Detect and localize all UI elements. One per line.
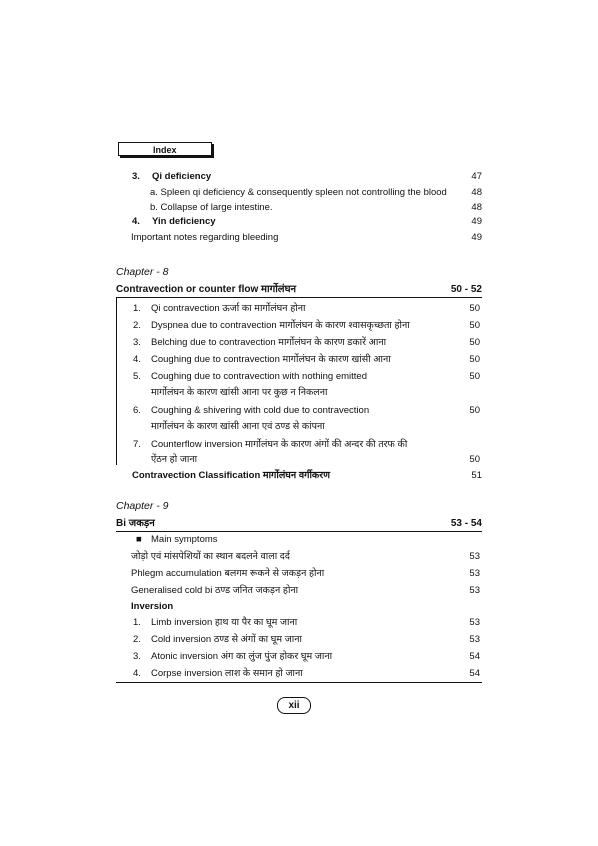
entry-title: Dyspnea due to contravection मार्गोलंघन के कारण श्वासकृच्छता होना — [151, 320, 410, 331]
chapter-title: Contravection or counter flow मार्गोलंघन — [116, 284, 297, 295]
toc-entry[interactable] — [0, 550, 598, 564]
entry-number: 1. — [133, 617, 141, 628]
entry-number: 2. — [133, 320, 141, 331]
toc-entry[interactable] — [0, 231, 598, 245]
toc-entry[interactable] — [0, 215, 598, 229]
entry-page: 50 — [469, 371, 480, 382]
chapter-label: Chapter - 8 — [116, 266, 169, 278]
toc-entry-continued — [0, 453, 598, 467]
toc-entry[interactable] — [0, 438, 598, 452]
entry-number: 5. — [133, 371, 141, 382]
entry-page: 53 — [469, 568, 480, 579]
entry-title-line2: मार्गोलंघन के कारण खांसी आना पर कुछ न निकलना — [151, 387, 328, 398]
toc-entry[interactable] — [0, 650, 598, 664]
entry-title: b. Collapse of large intestine. — [150, 202, 273, 213]
toc-entry[interactable] — [0, 353, 598, 367]
entry-title: जोड़ो एवं मांसपेशियों का स्थान बदलने वाला दर्द — [131, 551, 290, 562]
entry-page: 53 — [469, 585, 480, 596]
entry-title: Coughing due to contravection with nothing emitted — [151, 371, 367, 382]
chapter-pages: 53 - 54 — [450, 518, 482, 529]
entry-number: 3. — [133, 337, 141, 348]
toc-entry[interactable] — [0, 319, 598, 333]
entry-page: 50 — [469, 354, 480, 365]
toc-entry[interactable] — [0, 302, 598, 316]
entry-title: Atonic inversion अंग का लुंज पुंज होकर घूम जाना — [151, 651, 333, 662]
entry-number: 1. — [133, 303, 141, 314]
entry-page: 48 — [471, 202, 482, 213]
entry-title: Phlegm accumulation बलगम रूकने से जकड़न होना — [131, 568, 325, 579]
toc-entry[interactable] — [0, 186, 598, 200]
entry-number: 3. — [133, 651, 141, 662]
entry-page: 49 — [471, 232, 482, 243]
toc-entry[interactable] — [0, 336, 598, 350]
entry-title-line2: मार्गोलंघन के कारण खांसी आना एवं ठण्ड से कांपना — [151, 421, 325, 432]
entry-number: 4. — [133, 668, 141, 679]
toc-entry[interactable] — [0, 404, 598, 418]
toc-entry-continued — [0, 386, 598, 400]
entry-number: 2. — [133, 634, 141, 645]
entry-title: Yin deficiency — [152, 216, 216, 227]
toc-entry[interactable] — [0, 370, 598, 384]
entry-number: 7. — [133, 439, 141, 450]
entry-title: a. Spleen qi deficiency & consequently spleen not controlling the blood — [150, 187, 447, 198]
entry-number: 4. — [133, 354, 141, 365]
entry-page: 53 — [469, 634, 480, 645]
bullet-icon: ■ — [136, 534, 142, 545]
entry-page: 53 — [469, 617, 480, 628]
entry-title: Generalised cold bi ठण्ड जनित जकड़न होना — [131, 585, 299, 596]
entry-title: Qi contravection ऊर्जा का मार्गोलंघन होना — [151, 303, 306, 314]
inversion-label: Inversion — [131, 601, 174, 612]
toc-entry[interactable] — [0, 201, 598, 215]
entry-title: Coughing due to contravection मार्गोलंघन के कारण खांसी आना — [151, 354, 391, 365]
entry-page: 47 — [471, 171, 482, 182]
divider — [116, 682, 482, 683]
index-label: Index — [118, 142, 212, 156]
entry-number: 6. — [133, 405, 141, 416]
toc-entry[interactable] — [0, 633, 598, 647]
page-number: xii — [277, 697, 311, 714]
entry-page: 53 — [469, 551, 480, 562]
chapter-pages: 50 - 52 — [450, 284, 482, 295]
entry-title: Belching due to contravection मार्गोलंघन के कारण डकारें आना — [151, 337, 387, 348]
entry-number: 3. — [132, 171, 140, 182]
main-symptoms-label: Main symptoms — [151, 534, 218, 545]
entry-page: 48 — [471, 187, 482, 198]
chapter-title: Bi जकड़न — [116, 518, 155, 529]
section-heading — [0, 600, 598, 614]
entry-title: Cold inversion ठण्ड से अंगों का घूम जाना — [151, 634, 302, 645]
entry-page: 50 — [469, 405, 480, 416]
entry-page: 50 — [469, 320, 480, 331]
entry-title: Contravection Classification मार्गोलंघन वर्गीकरण — [132, 470, 330, 481]
entry-page: 49 — [471, 216, 482, 227]
classification-entry[interactable] — [132, 468, 482, 483]
toc-entry[interactable] — [0, 667, 598, 681]
entry-number: 4. — [132, 216, 140, 227]
entry-page: 50 — [469, 454, 480, 465]
toc-entry-continued — [0, 420, 598, 434]
toc-entry[interactable] — [0, 567, 598, 581]
toc-entry[interactable] — [0, 616, 598, 630]
entry-page: 50 — [469, 337, 480, 348]
entry-title: Important notes regarding bleeding — [131, 232, 279, 243]
entry-title: Coughing & shivering with cold due to contravection — [151, 405, 370, 416]
entry-title: Qi deficiency — [152, 171, 212, 182]
entry-title: Corpse inversion लाश के समान हो जाना — [151, 668, 303, 679]
list-heading — [0, 533, 598, 547]
entry-title-line2: ऐंठन हो जाना — [151, 454, 198, 465]
entry-page: 51 — [471, 470, 482, 481]
entry-page: 54 — [469, 651, 480, 662]
entry-page: 54 — [469, 668, 480, 679]
chapter-heading[interactable] — [116, 282, 482, 297]
toc-entry[interactable] — [0, 584, 598, 598]
entry-title: Limb inversion हाथ या पैर का घूम जाना — [151, 617, 298, 628]
divider — [116, 531, 482, 532]
toc-entry[interactable] — [0, 170, 598, 184]
divider — [116, 297, 482, 298]
chapter-heading[interactable] — [116, 516, 482, 531]
chapter-label: Chapter - 9 — [116, 500, 169, 512]
entry-page: 50 — [469, 303, 480, 314]
entry-title: Counterflow inversion मार्गोलंघन के कारण अंगों की अन्दर की तरफ की — [151, 439, 408, 450]
